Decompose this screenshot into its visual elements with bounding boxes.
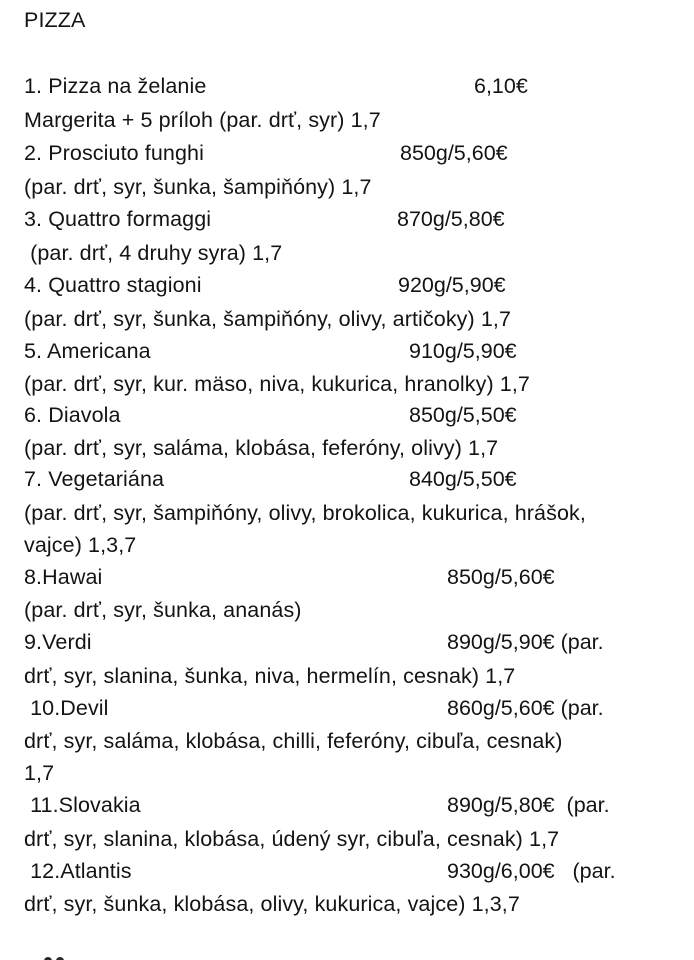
item-3-name: 3. Quattro formaggi bbox=[24, 207, 212, 231]
item-1-description: Margerita + 5 príloh (par. drť, syr) 1,7 bbox=[24, 108, 381, 132]
item-3-price: 870g/5,80€ bbox=[397, 207, 505, 231]
item-1-price: 6,10€ bbox=[474, 74, 528, 98]
item-2-price: 850g/5,60€ bbox=[400, 141, 508, 165]
item-8-name: 8.Hawai bbox=[24, 565, 103, 589]
item-7-name: 7. Vegetariána bbox=[24, 467, 165, 491]
page-title: PIZZA bbox=[24, 8, 86, 32]
item-12-price: 930g/6,00€ (par. bbox=[447, 859, 616, 883]
item-12-name: 12.Atlantis bbox=[24, 859, 132, 883]
item-11-name: 11.Slovakia bbox=[24, 793, 141, 817]
item-2-description: (par. drť, syr, šunka, šampiňóny) 1,7 bbox=[24, 175, 372, 199]
item-6-price: 850g/5,50€ bbox=[409, 403, 517, 427]
item-10-name: 10.Devil bbox=[24, 696, 109, 720]
item-1-name: 1. Pizza na želanie bbox=[24, 74, 207, 98]
item-7-price: 840g/5,50€ bbox=[409, 467, 517, 491]
item-12-description: drť, syr, šunka, klobása, olivy, kukurica, vajce) 1,3,7 bbox=[24, 892, 520, 916]
item-10-description-cont: 1,7 bbox=[24, 761, 55, 785]
item-4-description: (par. drť, syr, šunka, šampiňóny, olivy, artičoky) 1,7 bbox=[24, 307, 512, 331]
item-9-name: 9.Verdi bbox=[24, 630, 92, 654]
item-9-description: drť, syr, slanina, šunka, niva, hermelín, cesnak) 1,7 bbox=[24, 664, 516, 688]
item-5-name: 5. Americana bbox=[24, 339, 151, 363]
item-8-price: 850g/5,60€ bbox=[447, 565, 555, 589]
item-6-description: (par. drť, syr, saláma, klobása, feferóny, olivy) 1,7 bbox=[24, 436, 499, 460]
item-7-description-cont: vajce) 1,3,7 bbox=[24, 533, 137, 557]
item-8-description: (par. drť, syr, šunka, ananás) bbox=[24, 598, 302, 622]
item-9-price: 890g/5,90€ (par. bbox=[447, 630, 604, 654]
item-11-price: 890g/5,80€ (par. bbox=[447, 793, 610, 817]
item-10-description: drť, syr, saláma, klobása, chilli, feferóny, cibuľa, cesnak) bbox=[24, 729, 563, 753]
item-4-price: 920g/5,90€ bbox=[398, 273, 506, 297]
item-11-description: drť, syr, slanina, klobása, údený syr, cibuľa, cesnak) 1,7 bbox=[24, 827, 560, 851]
item-2-name: 2. Prosciuto funghi bbox=[24, 141, 204, 165]
item-10-price: 860g/5,60€ (par. bbox=[447, 696, 604, 720]
cropped-text-fragment bbox=[44, 952, 74, 960]
item-3-description: (par. drť, 4 druhy syra) 1,7 bbox=[24, 241, 283, 265]
item-7-description: (par. drť, syr, šampiňóny, olivy, brokolica, kukurica, hrášok, bbox=[24, 501, 586, 525]
item-6-name: 6. Diavola bbox=[24, 403, 121, 427]
item-5-price: 910g/5,90€ bbox=[409, 339, 517, 363]
item-5-description: (par. drť, syr, kur. mäso, niva, kukurica, hranolky) 1,7 bbox=[24, 372, 530, 396]
item-4-name: 4. Quattro stagioni bbox=[24, 273, 202, 297]
